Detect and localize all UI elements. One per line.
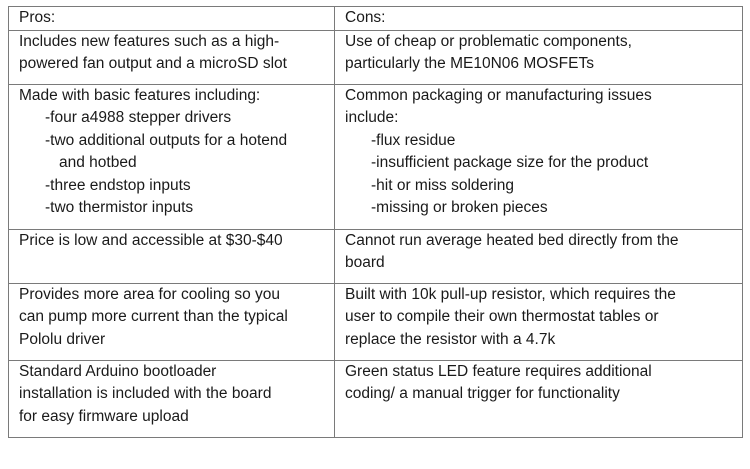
list-item: -two thermistor inputs: [45, 199, 194, 216]
cell-line: can pump more current than the typical: [19, 308, 288, 325]
list-item: -missing or broken pieces: [371, 199, 548, 216]
cell-line: Price is low and accessible at $30-$40: [19, 231, 283, 249]
list-item: -flux residue: [371, 131, 456, 149]
pros-cell: [9, 229, 335, 283]
header-row: [9, 7, 743, 31]
cons-header: Cons:: [335, 7, 743, 31]
cell-line: replace the resistor with a 4.7k: [345, 330, 556, 348]
cons-cell: [335, 30, 743, 84]
cell-line: Common packaging or manufacturing issues: [345, 86, 652, 104]
list-item: -two additional outputs for a hotend: [45, 131, 288, 149]
cell-line: Provides more area for cooling so you: [19, 285, 281, 303]
pros-cons-table: [8, 6, 743, 438]
cell-line: Includes new features such as a high-: [19, 32, 280, 50]
table-row: [9, 229, 743, 283]
cell-line: Cannot run average heated bed directly from the: [345, 231, 679, 249]
cons-cell: [335, 360, 743, 437]
cell-line: user to compile their own thermostat tables or: [345, 308, 659, 325]
cell-line: Pololu driver: [19, 330, 106, 348]
list-item: -insufficient package size for the product: [371, 154, 649, 171]
cell-line: Made with basic features including:: [19, 86, 261, 104]
cell-line: Use of cheap or problematic components,: [345, 32, 632, 50]
cell-line: coding/ a manual trigger for functionality: [345, 385, 620, 402]
cell-line: Green status LED feature requires additional: [345, 362, 652, 380]
pros-header: Pros:: [9, 7, 335, 31]
pros-cell: [9, 84, 335, 229]
pros-cell: [9, 30, 335, 84]
cell-line: for easy firmware upload: [19, 407, 189, 425]
cons-cell: [335, 84, 743, 229]
cell-line: include:: [345, 109, 399, 126]
cell-line: Built with 10k pull-up resistor, which requires the: [345, 285, 676, 303]
table-row: [9, 360, 743, 437]
list-item: -three endstop inputs: [45, 176, 191, 194]
table-row: [9, 84, 743, 229]
cons-cell: [335, 283, 743, 360]
cons-cell: [335, 229, 743, 283]
pros-cell: [9, 360, 335, 437]
cell-line: board: [345, 254, 385, 271]
cell-line: Standard Arduino bootloader: [19, 362, 217, 380]
table-row: [9, 283, 743, 360]
list-item: -hit or miss soldering: [371, 176, 514, 194]
pros-cell: [9, 283, 335, 360]
list-item: -four a4988 stepper drivers: [45, 109, 232, 126]
cell-line: particularly the ME10N06 MOSFETs: [345, 55, 594, 72]
table-row: [9, 30, 743, 84]
list-item: and hotbed: [59, 154, 137, 171]
cell-line: installation is included with the board: [19, 385, 272, 402]
cell-line: powered fan output and a microSD slot: [19, 55, 287, 72]
